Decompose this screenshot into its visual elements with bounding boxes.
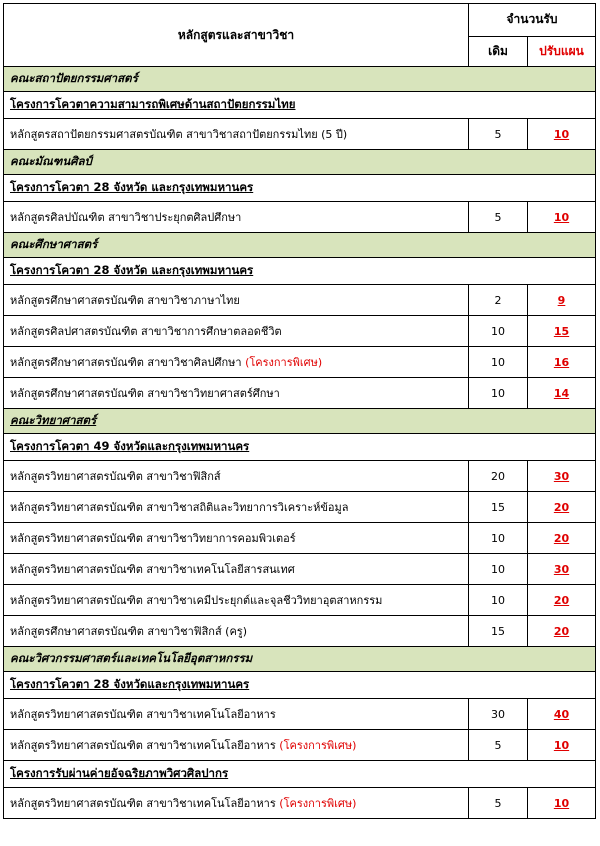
original-quota: 15 xyxy=(469,616,528,647)
revised-quota: 14 xyxy=(528,378,596,409)
revised-quota: 10 xyxy=(528,119,596,150)
course-cell xyxy=(4,492,469,523)
course-row xyxy=(4,523,596,554)
revised-quota: 20 xyxy=(528,616,596,647)
faculty-row xyxy=(4,233,596,258)
revised-quota: 30 xyxy=(528,554,596,585)
original-quota: 5 xyxy=(469,202,528,233)
revised-quota: 30 xyxy=(528,461,596,492)
revised-quota: 40 xyxy=(528,699,596,730)
special-program-tag: (โครงการพิเศษ) xyxy=(279,739,357,752)
course-row xyxy=(4,119,596,150)
course-name: หลักสูตรวิทยาศาสตรบัณฑิต สาขาวิชาสถิติและวิทยาการวิเคราะห์ข้อมูล xyxy=(10,501,349,514)
revised-quota: 10 xyxy=(528,202,596,233)
course-cell xyxy=(4,788,469,819)
program-column-header: หลักสูตรและสาขาวิชา xyxy=(4,4,469,67)
revised-quota: 20 xyxy=(528,492,596,523)
course-row xyxy=(4,788,596,819)
revised-quota: 20 xyxy=(528,523,596,554)
course-cell xyxy=(4,699,469,730)
course-row xyxy=(4,492,596,523)
course-name: หลักสูตรศึกษาศาสตรบัณฑิต สาขาวิชาศิลปศึกษา xyxy=(10,356,242,369)
course-cell xyxy=(4,461,469,492)
original-quota: 30 xyxy=(469,699,528,730)
course-name: หลักสูตรศึกษาศาสตรบัณฑิต สาขาวิชาฟิสิกส์ (ครู) xyxy=(10,625,247,638)
course-cell xyxy=(4,378,469,409)
course-row xyxy=(4,285,596,316)
course-name: หลักสูตรวิทยาศาสตรบัณฑิต สาขาวิชาเคมีประยุกต์และจุลชีววิทยาอุตสาหกรรม xyxy=(10,594,383,607)
course-cell xyxy=(4,119,469,150)
faculty-name: คณะมัณฑนศิลป์ xyxy=(10,154,92,168)
original-quota: 10 xyxy=(469,347,528,378)
project-row xyxy=(4,258,596,285)
original-quota: 5 xyxy=(469,119,528,150)
course-row xyxy=(4,699,596,730)
course-row xyxy=(4,202,596,233)
project-name: โครงการรับผ่านค่ายอัจฉริยภาพวิศวศิลปากร xyxy=(10,766,229,780)
course-cell xyxy=(4,523,469,554)
revised-quota: 10 xyxy=(528,730,596,761)
original-quota: 10 xyxy=(469,523,528,554)
project-name: โครงการโควตาความสามารถพิเศษด้านสถาปัตยกรรมไทย xyxy=(10,97,296,111)
revised-quota: 20 xyxy=(528,585,596,616)
course-name: หลักสูตรวิทยาศาสตรบัณฑิต สาขาวิชาเทคโนโลยีอาหาร xyxy=(10,708,276,721)
course-row xyxy=(4,585,596,616)
project-name: โครงการโควตา 28 จังหวัดและกรุงเทพมหานคร xyxy=(10,677,250,691)
course-row xyxy=(4,730,596,761)
project-row xyxy=(4,434,596,461)
special-program-tag: (โครงการพิเศษ) xyxy=(279,797,357,810)
course-row xyxy=(4,461,596,492)
course-row xyxy=(4,554,596,585)
revised-quota: 10 xyxy=(528,788,596,819)
course-name: หลักสูตรสถาปัตยกรรมศาสตรบัณฑิต สาขาวิชาสถาปัตยกรรมไทย (5 ปี) xyxy=(10,128,348,141)
project-row xyxy=(4,92,596,119)
project-row xyxy=(4,761,596,788)
course-name: หลักสูตรวิทยาศาสตรบัณฑิต สาขาวิชาเทคโนโลยีอาหาร xyxy=(10,739,276,752)
project-name: โครงการโควตา 49 จังหวัดและกรุงเทพมหานคร xyxy=(10,439,250,453)
special-program-tag: (โครงการพิเศษ) xyxy=(245,356,323,369)
original-quota: 10 xyxy=(469,316,528,347)
faculty-row xyxy=(4,409,596,434)
course-row xyxy=(4,316,596,347)
original-quota: 15 xyxy=(469,492,528,523)
project-name: โครงการโควตา 28 จังหวัด และกรุงเทพมหานคร xyxy=(10,263,254,277)
faculty-name: คณะวิศวกรรมศาสตร์และเทคโนโลยีอุตสาหกรรม xyxy=(10,651,253,665)
original-quota: 10 xyxy=(469,554,528,585)
revised-quota: 9 xyxy=(528,285,596,316)
quota-column-header: จำนวนรับ xyxy=(469,4,596,37)
faculty-name: คณะศึกษาศาสตร์ xyxy=(10,237,98,251)
table-body xyxy=(4,67,596,819)
original-quota: 5 xyxy=(469,730,528,761)
course-name: หลักสูตรศิลปศาสตรบัณฑิต สาขาวิชาการศึกษาตลอดชีวิต xyxy=(10,325,282,338)
course-name: หลักสูตรวิทยาศาสตรบัณฑิต สาขาวิชาเทคโนโลยีอาหาร xyxy=(10,797,276,810)
course-cell xyxy=(4,285,469,316)
original-quota: 20 xyxy=(469,461,528,492)
original-quota: 5 xyxy=(469,788,528,819)
course-name: หลักสูตรศึกษาศาสตรบัณฑิต สาขาวิชาวิทยาศาสตร์ศึกษา xyxy=(10,387,280,400)
original-quota: 2 xyxy=(469,285,528,316)
original-column-header: เดิม xyxy=(469,36,528,66)
course-cell xyxy=(4,616,469,647)
course-row xyxy=(4,616,596,647)
project-name: โครงการโควตา 28 จังหวัด และกรุงเทพมหานคร xyxy=(10,180,254,194)
revised-quota: 16 xyxy=(528,347,596,378)
faculty-row xyxy=(4,67,596,92)
original-quota: 10 xyxy=(469,378,528,409)
faculty-row xyxy=(4,150,596,175)
course-name: หลักสูตรศิลปบัณฑิต สาขาวิชาประยุกตศิลปศึกษา xyxy=(10,211,242,224)
course-row xyxy=(4,347,596,378)
course-cell xyxy=(4,202,469,233)
course-name: หลักสูตรวิทยาศาสตรบัณฑิต สาขาวิชาเทคโนโลยีสารสนเทศ xyxy=(10,563,295,576)
course-cell xyxy=(4,730,469,761)
course-row xyxy=(4,378,596,409)
course-name: หลักสูตรวิทยาศาสตรบัณฑิต สาขาวิชาฟิสิกส์ xyxy=(10,470,221,483)
project-row xyxy=(4,175,596,202)
faculty-name: คณะวิทยาศาสตร์ xyxy=(10,413,97,427)
course-cell xyxy=(4,316,469,347)
course-name: หลักสูตรศึกษาศาสตรบัณฑิต สาขาวิชาภาษาไทย xyxy=(10,294,240,307)
revised-quota: 15 xyxy=(528,316,596,347)
course-cell xyxy=(4,585,469,616)
admission-quota-table xyxy=(3,3,596,819)
original-quota: 10 xyxy=(469,585,528,616)
course-cell xyxy=(4,347,469,378)
faculty-row xyxy=(4,647,596,672)
course-name: หลักสูตรวิทยาศาสตรบัณฑิต สาขาวิชาวิทยาการคอมพิวเตอร์ xyxy=(10,532,296,545)
revised-column-header: ปรับแผน xyxy=(528,36,596,66)
header-row xyxy=(4,4,596,37)
faculty-name: คณะสถาปัตยกรรมศาสตร์ xyxy=(10,71,138,85)
course-cell xyxy=(4,554,469,585)
project-row xyxy=(4,672,596,699)
